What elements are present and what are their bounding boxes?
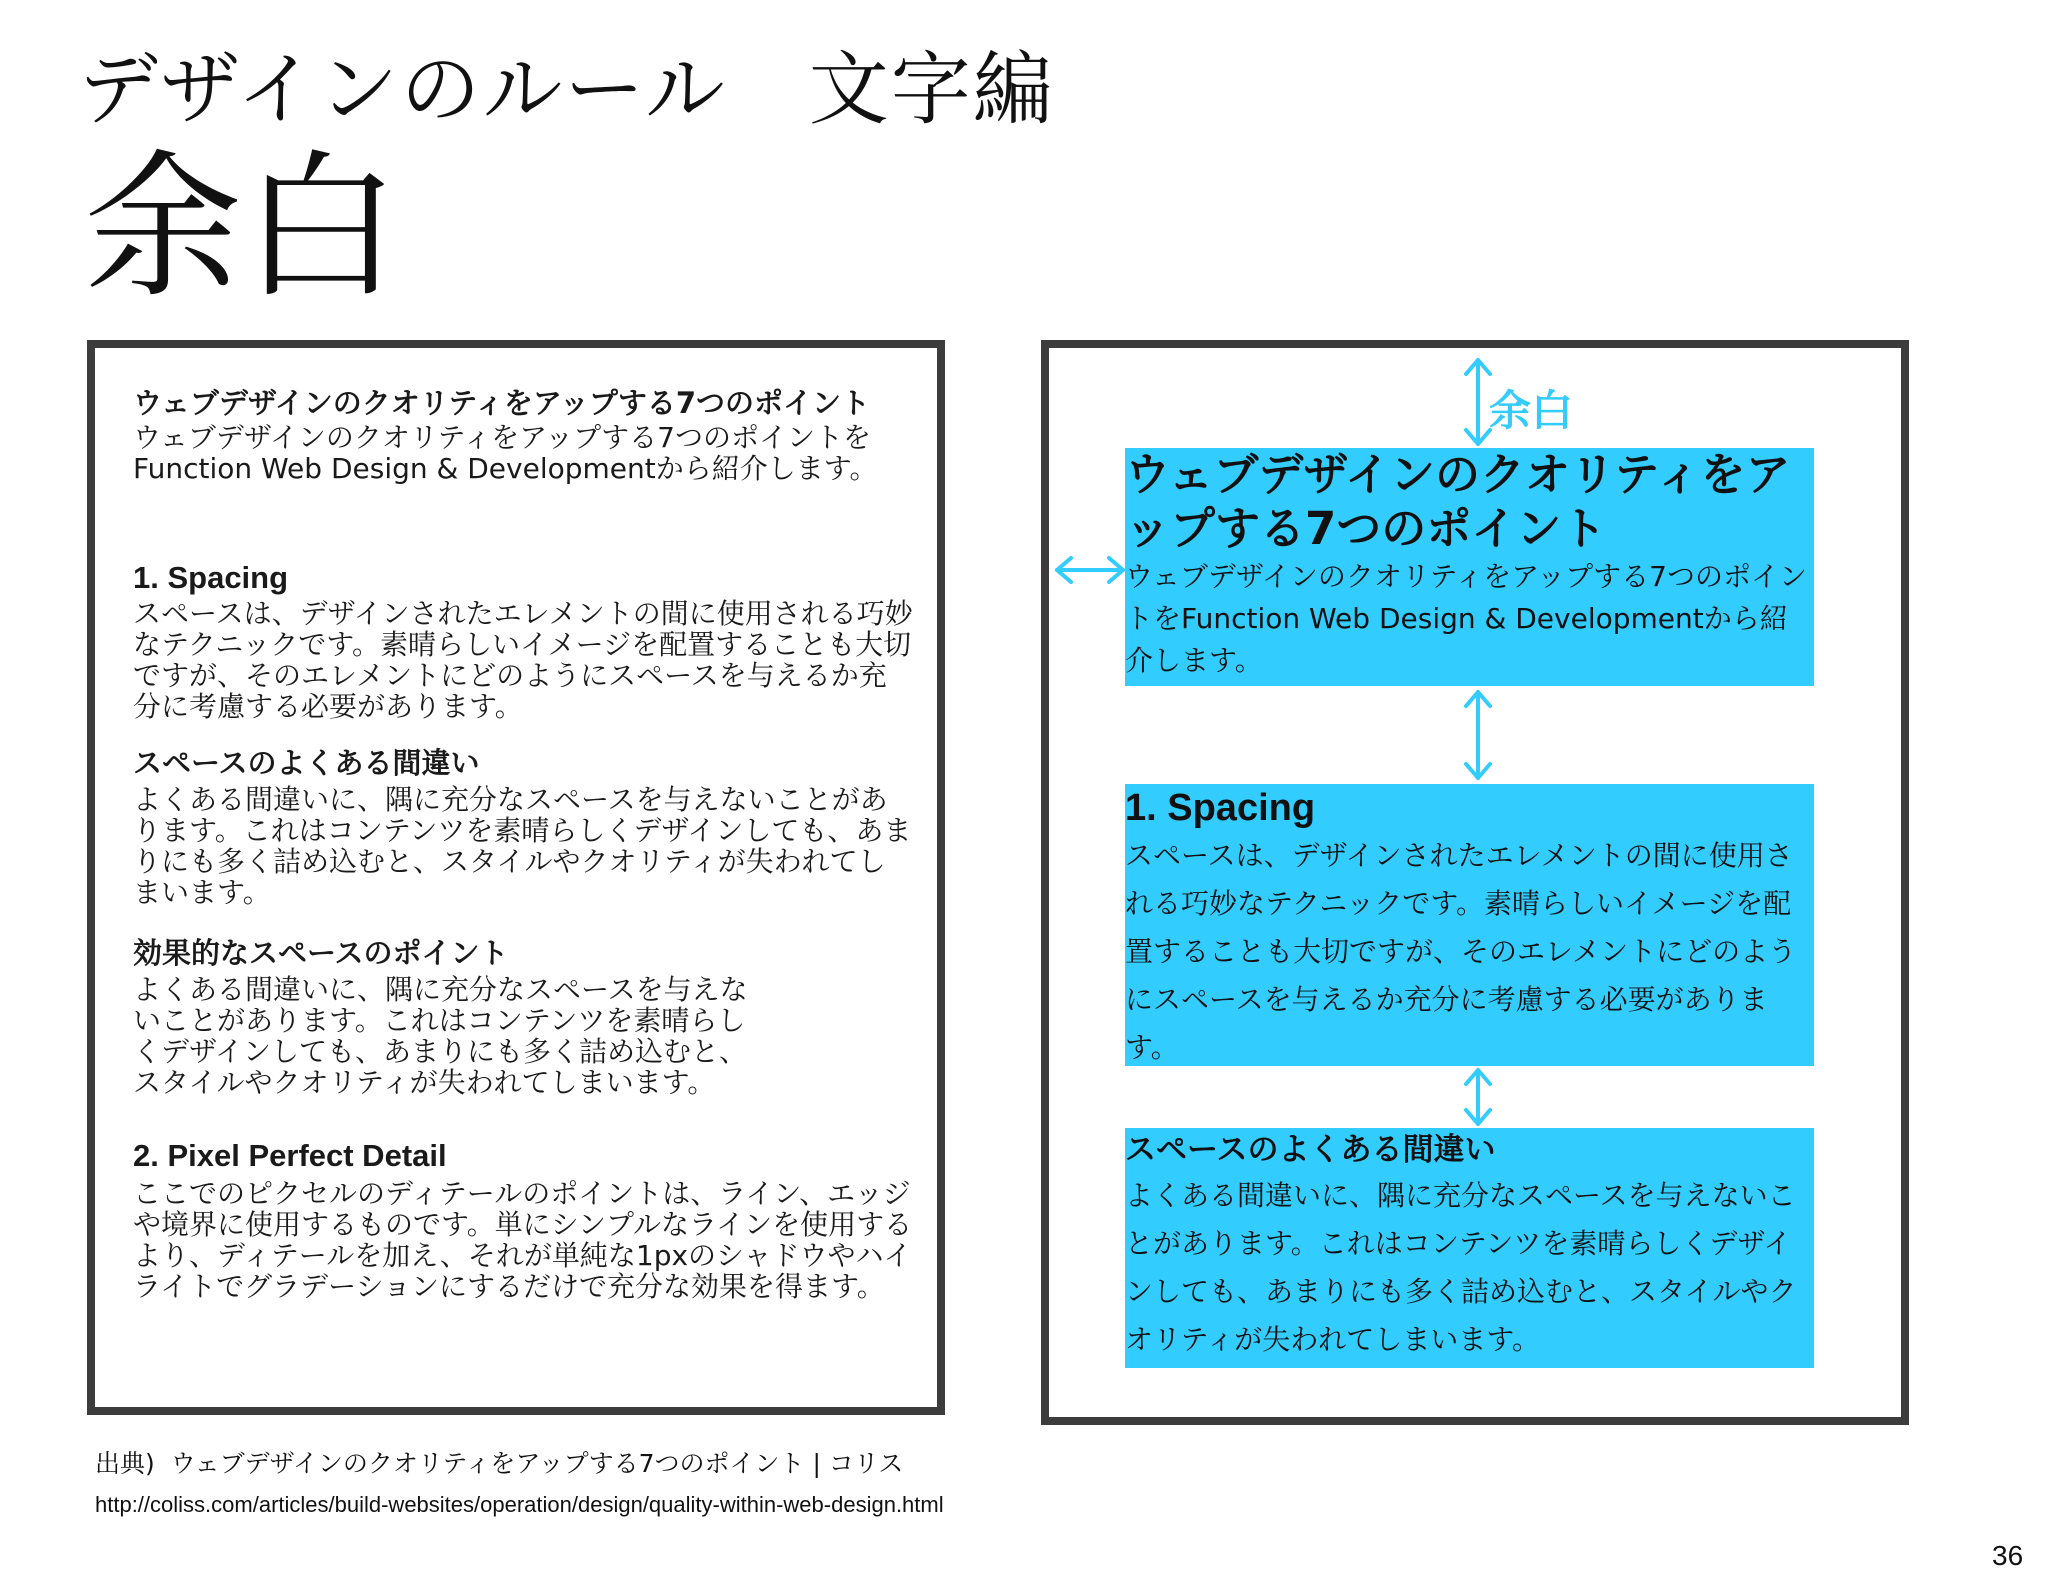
margin-label: 余白 bbox=[1489, 386, 1574, 435]
section-spacing-heading: 1. Spacing bbox=[133, 560, 289, 595]
subsection-effective-spacing-body: よくある間違いに、隅に充分なスペースを与えないことがあります。これはコンテンツを素晴らしくデザインしても、あまりにも多く詰め込むと、スタイルやクオリティが失われてしまいます。 bbox=[133, 973, 748, 1099]
double-arrow-icon bbox=[1466, 692, 1490, 778]
subsection-common-mistakes-body: よくある間違いに、隅に充分なスペースを与えないことがあります。これはコンテンツを素晴らしくデザインしても、あまりにも多く詰め込むと、スタイルやクオリティが失われてしまいます。 bbox=[133, 783, 912, 909]
example-intro: ウェブデザインのクオリティをアップする7つのポイントをFunction Web Design & Developmentから紹介します。 bbox=[1125, 560, 1807, 677]
double-arrow-icon bbox=[1057, 558, 1123, 582]
subsection-common-mistakes-heading: スペースのよくある間違い bbox=[1125, 1132, 1496, 1168]
slide-heading: 余白 bbox=[84, 136, 400, 320]
example-title: ウェブデザインのクオリティをアップする7つのポイント bbox=[1125, 448, 1791, 555]
double-arrow-icon bbox=[1466, 360, 1490, 444]
section-spacing-body: スペースは、デザインされたエレメントの間に使用される巧妙なテクニックです。素晴らしいイメージを配置することも大切ですが、そのエレメントにどのようにスペースを与えるか充分に考慮する必要があります。 bbox=[133, 597, 913, 723]
page-number: 36 bbox=[1992, 1540, 2024, 1571]
section-spacing-body: スペースは、デザインされたエレメントの間に使用される巧妙なテクニックです。素晴らしいイメージを配置することも大切ですが、そのエレメントにどのようにスペースを与えるか充分に考慮する必要があります。 bbox=[1125, 839, 1797, 1064]
spacing-arrows bbox=[1049, 348, 1901, 1417]
subsection-common-mistakes-heading: スペースのよくある間違い bbox=[133, 746, 480, 780]
double-arrow-icon bbox=[1466, 1070, 1490, 1124]
slide-title: デザインのルール 文字編 bbox=[78, 43, 1055, 136]
dense-example-panel bbox=[87, 340, 945, 1415]
citation-url[interactable]: http://coliss.com/articles/build-websites/operation/design/quality-within-web-design.html bbox=[95, 1492, 944, 1517]
subsection-effective-spacing-heading: 効果的なスペースのポイント bbox=[133, 936, 509, 970]
example-title: ウェブデザインのクオリティをアップする7つのポイント bbox=[133, 386, 871, 420]
subsection-common-mistakes-body: よくある間違いに、隅に充分なスペースを与えないことがあります。これはコンテンツを素晴らしくデザインしても、あまりにも多く詰め込むと、スタイルやクオリティが失われてしまいます。 bbox=[1125, 1179, 1797, 1356]
spaced-example-panel bbox=[1041, 340, 1909, 1425]
section-spacing-heading: 1. Spacing bbox=[1125, 787, 1316, 829]
example-intro: ウェブデザインのクオリティをアップする7つのポイントをFunction Web Design & Developmentから紹介します。 bbox=[133, 421, 878, 485]
section-pixel-detail-heading: 2. Pixel Perfect Detail bbox=[133, 1138, 447, 1173]
section-pixel-detail-body: ここでのピクセルのディテールのポイントは、ライン、エッジや境界に使用するものです。単にシンプルなラインを使用するより、ディテールを加え、それが単純な1pxのシャドウやハイライトでグラデーションにするだけで充分な効果を得ます。 bbox=[133, 1177, 913, 1303]
citation-label: 出典) ウェブデザインのクオリティをアップする7つのポイント | コリス bbox=[95, 1449, 904, 1478]
